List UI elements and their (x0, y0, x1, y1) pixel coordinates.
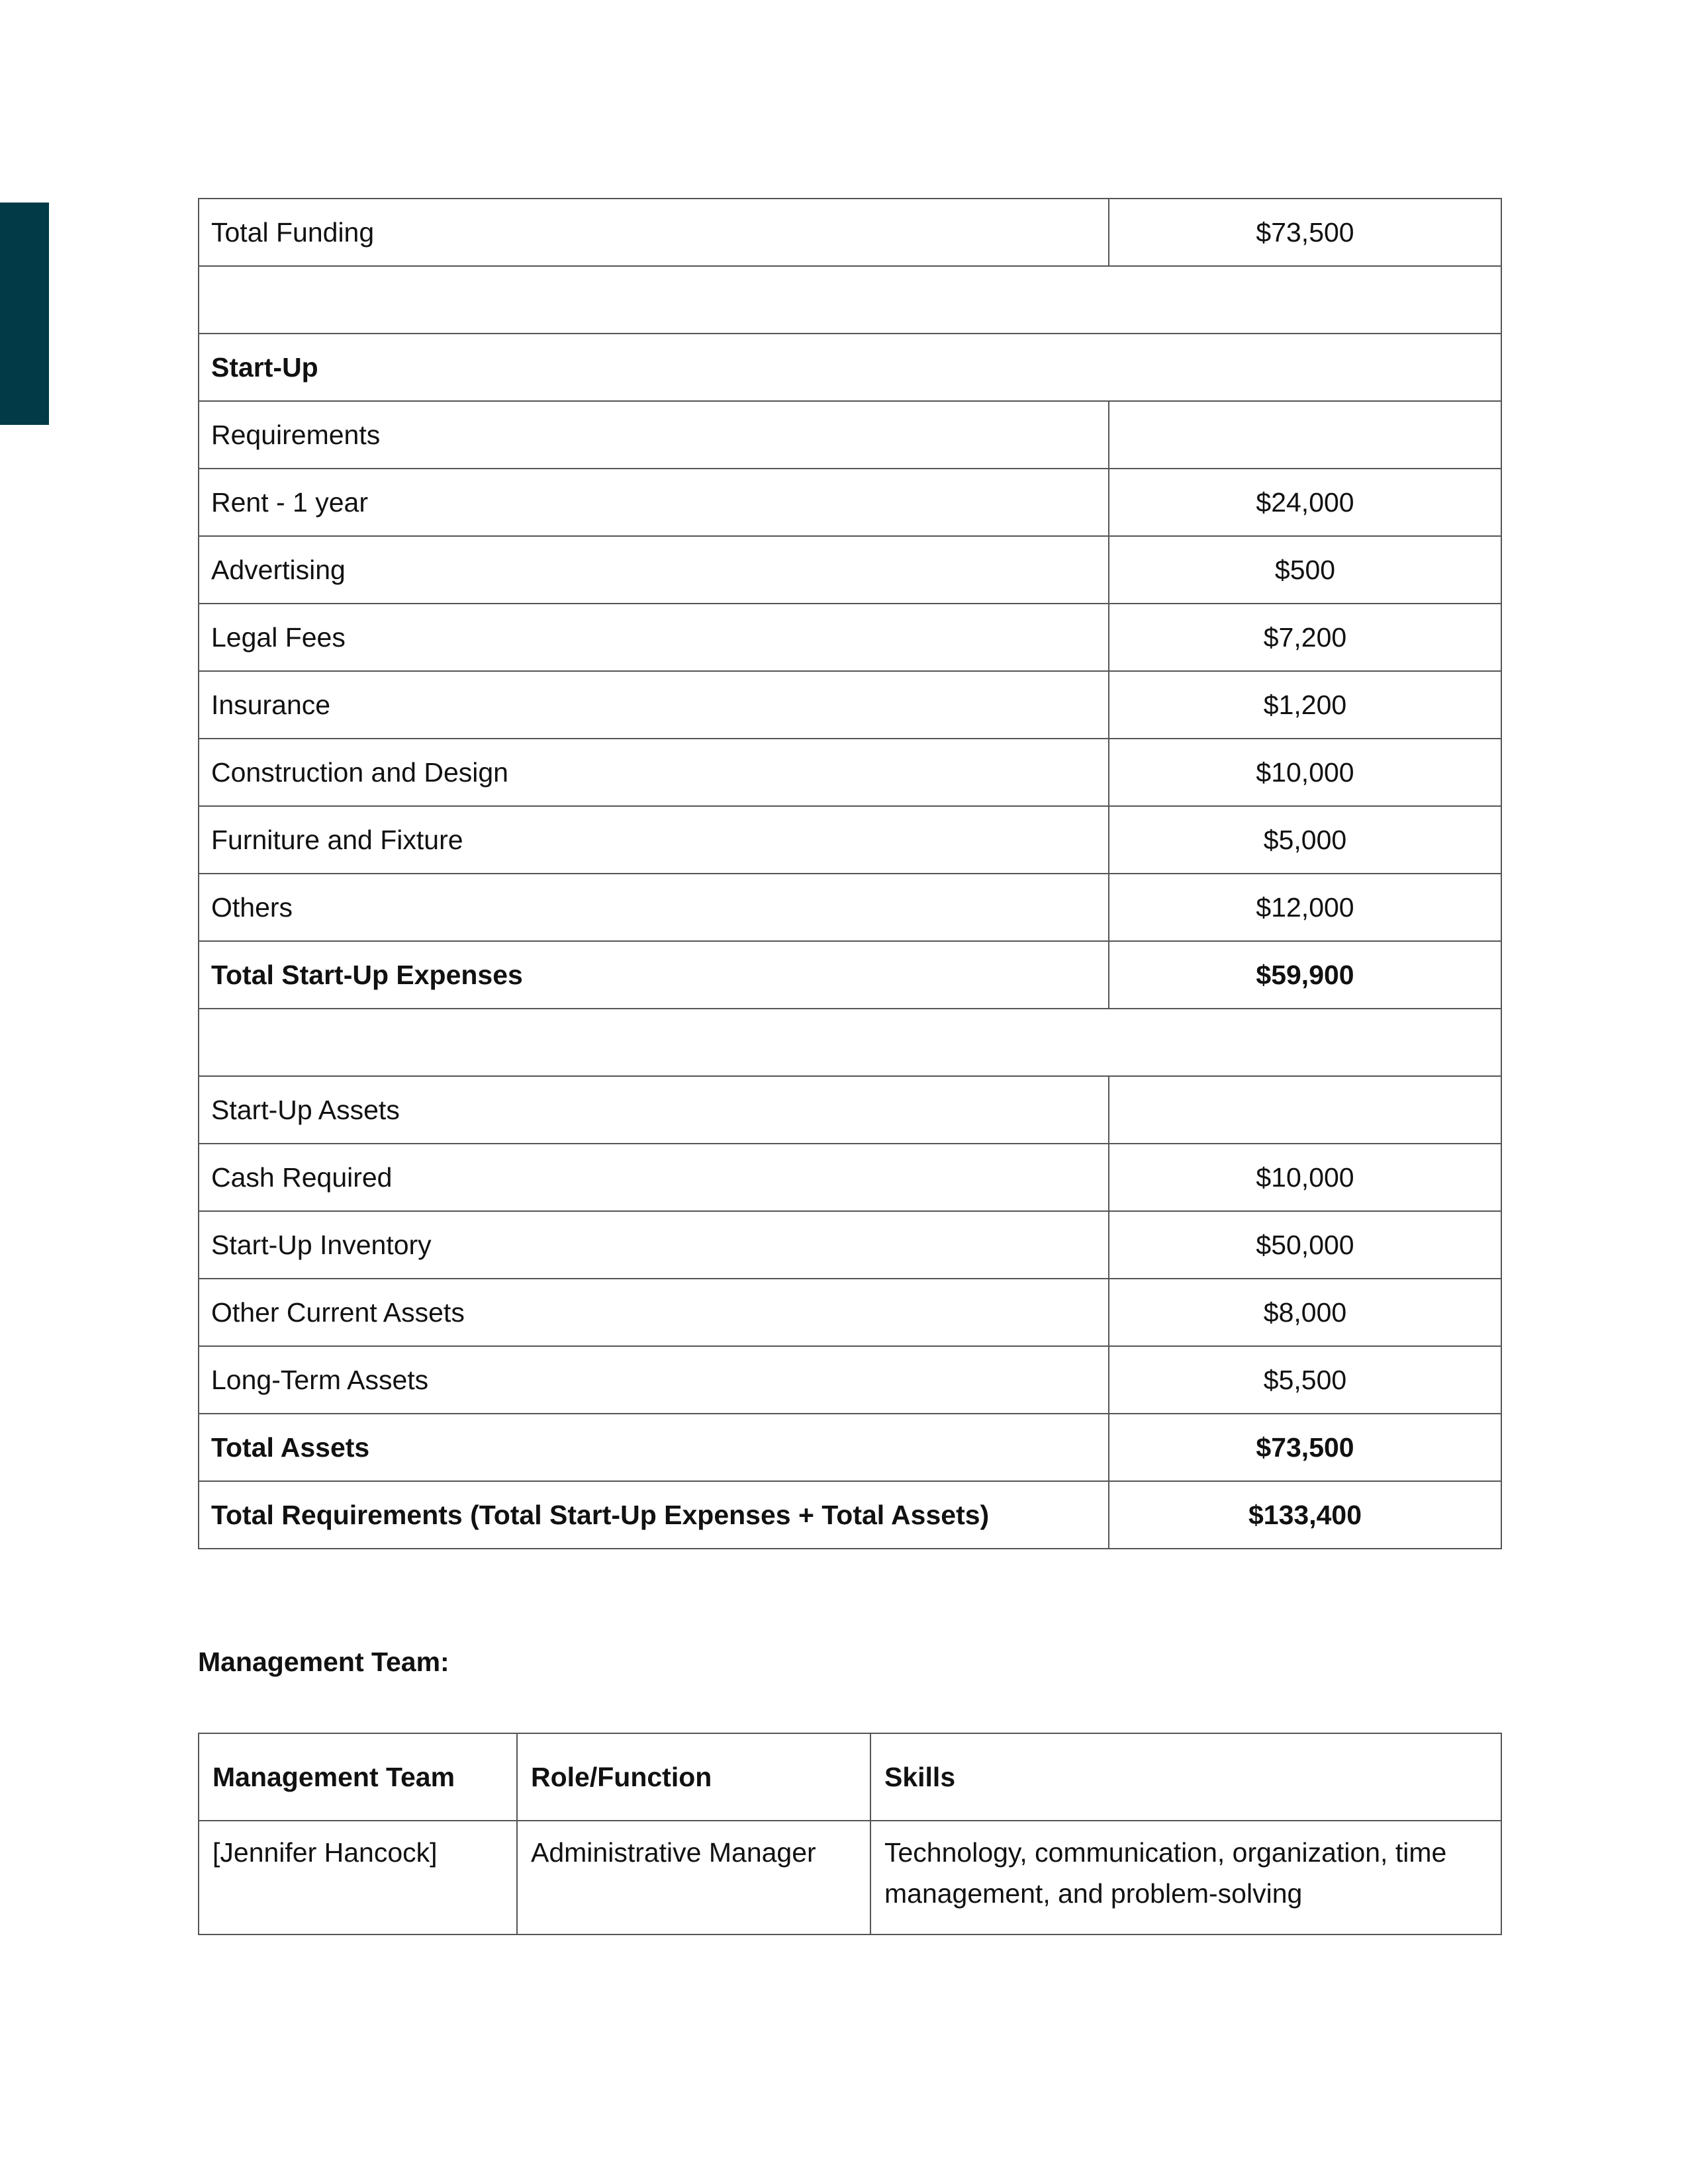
row-amount: $5,000 (1109, 806, 1501, 874)
row-amount: $500 (1109, 536, 1501, 604)
row-amount: $1,200 (1109, 671, 1501, 739)
table-row (199, 469, 1501, 536)
row-label: Long-Term Assets (199, 1346, 1109, 1414)
row-label: Advertising (199, 536, 1109, 604)
header-row (199, 1733, 1501, 1821)
row-label: Insurance (199, 671, 1109, 739)
row-label: Furniture and Fixture (199, 806, 1109, 874)
startup-heading: Start-Up (199, 334, 1501, 401)
row-amount: $10,000 (1109, 1144, 1501, 1211)
row-amount: $8,000 (1109, 1279, 1501, 1346)
member-skills: Technology, communication, organization, time management, and problem-solving (870, 1821, 1501, 1934)
table-row (199, 401, 1501, 469)
total-startup-expenses-amount: $59,900 (1109, 941, 1501, 1009)
row-amount: $24,000 (1109, 469, 1501, 536)
column-header: Skills (870, 1733, 1501, 1821)
empty-cell (199, 1009, 1501, 1076)
row-label: Construction and Design (199, 739, 1109, 806)
total-row (199, 1481, 1501, 1549)
row-label: Other Current Assets (199, 1279, 1109, 1346)
requirements-label: Requirements (199, 401, 1109, 469)
table-row (199, 1211, 1501, 1279)
table-row (199, 874, 1501, 941)
table-row (199, 739, 1501, 806)
section-header-row (199, 334, 1501, 401)
empty-cell (1109, 401, 1501, 469)
row-amount: $10,000 (1109, 739, 1501, 806)
empty-cell (199, 266, 1501, 334)
row-label: Cash Required (199, 1144, 1109, 1211)
total-requirements-label: Total Requirements (Total Start-Up Expenses + Total Assets) (199, 1481, 1109, 1549)
table-row (199, 671, 1501, 739)
management-team-table (198, 1733, 1502, 1935)
row-amount: $5,500 (1109, 1346, 1501, 1414)
row-amount: $73,500 (1109, 199, 1501, 266)
startup-assets-label: Start-Up Assets (199, 1076, 1109, 1144)
table-row (199, 1076, 1501, 1144)
member-name: [Jennifer Hancock] (199, 1821, 517, 1934)
table-row (199, 1346, 1501, 1414)
column-header: Management Team (199, 1733, 517, 1821)
empty-cell (1109, 1076, 1501, 1144)
total-row (199, 941, 1501, 1009)
startup-funding-table (198, 198, 1502, 1549)
management-team-heading: Management Team: (198, 1647, 449, 1677)
total-startup-expenses-label: Total Start-Up Expenses (199, 941, 1109, 1009)
table-row (199, 604, 1501, 671)
table-row (199, 199, 1501, 266)
row-label: Legal Fees (199, 604, 1109, 671)
row-amount: $50,000 (1109, 1211, 1501, 1279)
table-row (199, 1279, 1501, 1346)
total-requirements-amount: $133,400 (1109, 1481, 1501, 1549)
spacer-row (199, 1009, 1501, 1076)
column-header: Role/Function (517, 1733, 870, 1821)
row-amount: $12,000 (1109, 874, 1501, 941)
row-label: Others (199, 874, 1109, 941)
table-row (199, 536, 1501, 604)
row-label: Rent - 1 year (199, 469, 1109, 536)
total-assets-label: Total Assets (199, 1414, 1109, 1481)
row-label: Total Funding (199, 199, 1109, 266)
side-accent-bar (0, 203, 49, 425)
total-row (199, 1414, 1501, 1481)
row-amount: $7,200 (1109, 604, 1501, 671)
table-row (199, 1144, 1501, 1211)
total-assets-amount: $73,500 (1109, 1414, 1501, 1481)
table-row (199, 1821, 1501, 1934)
member-role: Administrative Manager (517, 1821, 870, 1934)
spacer-row (199, 266, 1501, 334)
table-row (199, 806, 1501, 874)
row-label: Start-Up Inventory (199, 1211, 1109, 1279)
